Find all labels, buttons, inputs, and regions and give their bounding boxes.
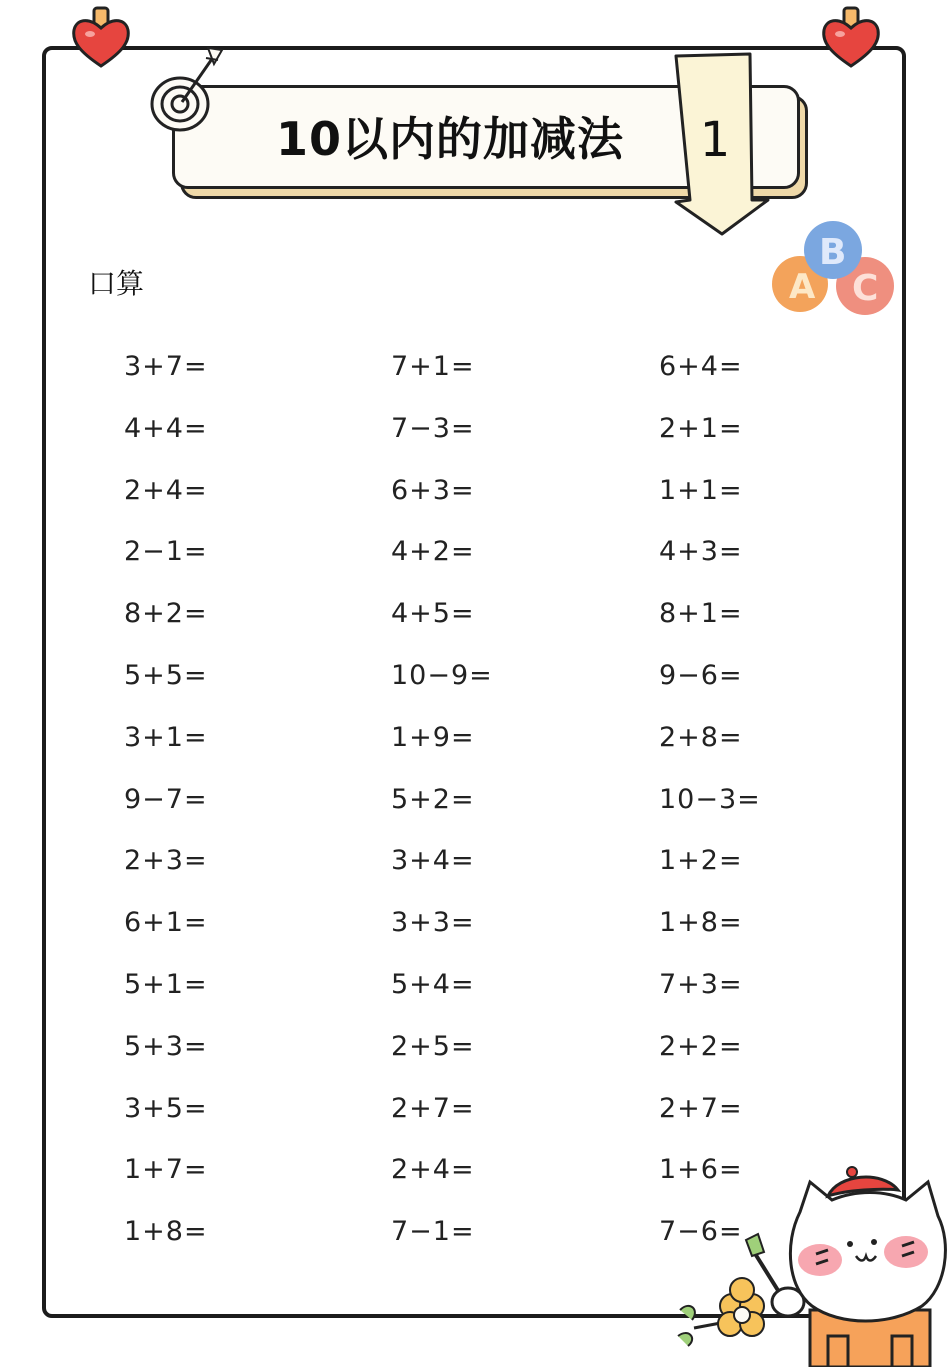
section-label: 口算 bbox=[88, 267, 145, 300]
problem-row bbox=[124, 899, 884, 961]
problem: 1+2= bbox=[659, 845, 743, 877]
problem-row bbox=[124, 776, 884, 838]
problem: 3+7= bbox=[124, 351, 208, 382]
problem: 1+9= bbox=[391, 721, 475, 753]
problem-row bbox=[124, 652, 884, 714]
problem: 7−6= bbox=[659, 1216, 743, 1248]
problem: 4+5= bbox=[391, 598, 475, 630]
problem: 5+4= bbox=[391, 968, 475, 1000]
heart-pin-right-icon bbox=[820, 6, 882, 70]
target-arrow-icon bbox=[148, 44, 228, 136]
problem: 2+2= bbox=[659, 1030, 743, 1062]
problem: 7−1= bbox=[391, 1216, 475, 1248]
problem: 2−1= bbox=[124, 536, 208, 568]
svg-text:C: C bbox=[852, 268, 879, 309]
problem: 4+2= bbox=[391, 536, 475, 568]
problem-row bbox=[124, 343, 884, 405]
problem: 8+1= bbox=[659, 598, 743, 630]
problem: 3+4= bbox=[391, 845, 475, 877]
problem-row bbox=[124, 1085, 884, 1147]
problem: 2+7= bbox=[391, 1092, 475, 1124]
problem: 2+4= bbox=[124, 474, 208, 506]
problem: 2+3= bbox=[124, 845, 208, 877]
problem: 3+1= bbox=[124, 721, 208, 753]
problem: 2+1= bbox=[659, 412, 743, 444]
problem: 5+5= bbox=[124, 659, 208, 691]
problem: 3+3= bbox=[391, 907, 475, 939]
problem-row bbox=[124, 961, 884, 1023]
problem-row bbox=[124, 714, 884, 776]
heart-pin-left-icon bbox=[70, 6, 132, 70]
problem-row bbox=[124, 1023, 884, 1085]
problem: 2+4= bbox=[391, 1154, 475, 1186]
problem: 4+4= bbox=[124, 412, 208, 444]
problem: 5+2= bbox=[391, 783, 475, 815]
problem: 4+3= bbox=[659, 536, 743, 568]
problem-row bbox=[124, 405, 884, 467]
page-number: 1 bbox=[699, 112, 731, 168]
problem: 10−9= bbox=[391, 659, 493, 691]
problem: 5+1= bbox=[124, 968, 208, 1000]
problem-grid bbox=[124, 343, 884, 1270]
cat-mascot-icon bbox=[660, 1160, 950, 1367]
problem-row bbox=[124, 528, 884, 590]
svg-text:B: B bbox=[819, 232, 847, 273]
svg-text:A: A bbox=[789, 267, 816, 307]
problem: 6+3= bbox=[391, 474, 475, 506]
problem: 2+7= bbox=[659, 1092, 743, 1124]
problem: 7−3= bbox=[391, 412, 475, 444]
problem: 9−6= bbox=[659, 659, 743, 691]
page-title: 10以内的加减法 bbox=[275, 112, 624, 166]
problem: 1+7= bbox=[124, 1154, 208, 1186]
problem: 2+8= bbox=[659, 721, 743, 753]
problem: 2+5= bbox=[391, 1030, 475, 1062]
problem: 1+8= bbox=[659, 907, 743, 939]
problem: 8+2= bbox=[124, 598, 208, 630]
problem: 6+4= bbox=[659, 351, 743, 382]
problem: 1+8= bbox=[124, 1216, 208, 1248]
abc-balloons-icon bbox=[770, 218, 900, 330]
problem: 9−7= bbox=[124, 783, 208, 815]
problem: 3+5= bbox=[124, 1092, 208, 1124]
problem: 1+1= bbox=[659, 474, 743, 506]
problem: 10−3= bbox=[659, 783, 761, 815]
problem-row bbox=[124, 467, 884, 529]
flower-icon bbox=[678, 1278, 764, 1346]
problem: 7+1= bbox=[391, 351, 475, 382]
problem-row bbox=[124, 837, 884, 899]
problem: 1+6= bbox=[659, 1154, 743, 1186]
problem-row bbox=[124, 590, 884, 652]
problem: 6+1= bbox=[124, 907, 208, 939]
problem: 5+3= bbox=[124, 1030, 208, 1062]
problem: 7+3= bbox=[659, 968, 743, 1000]
